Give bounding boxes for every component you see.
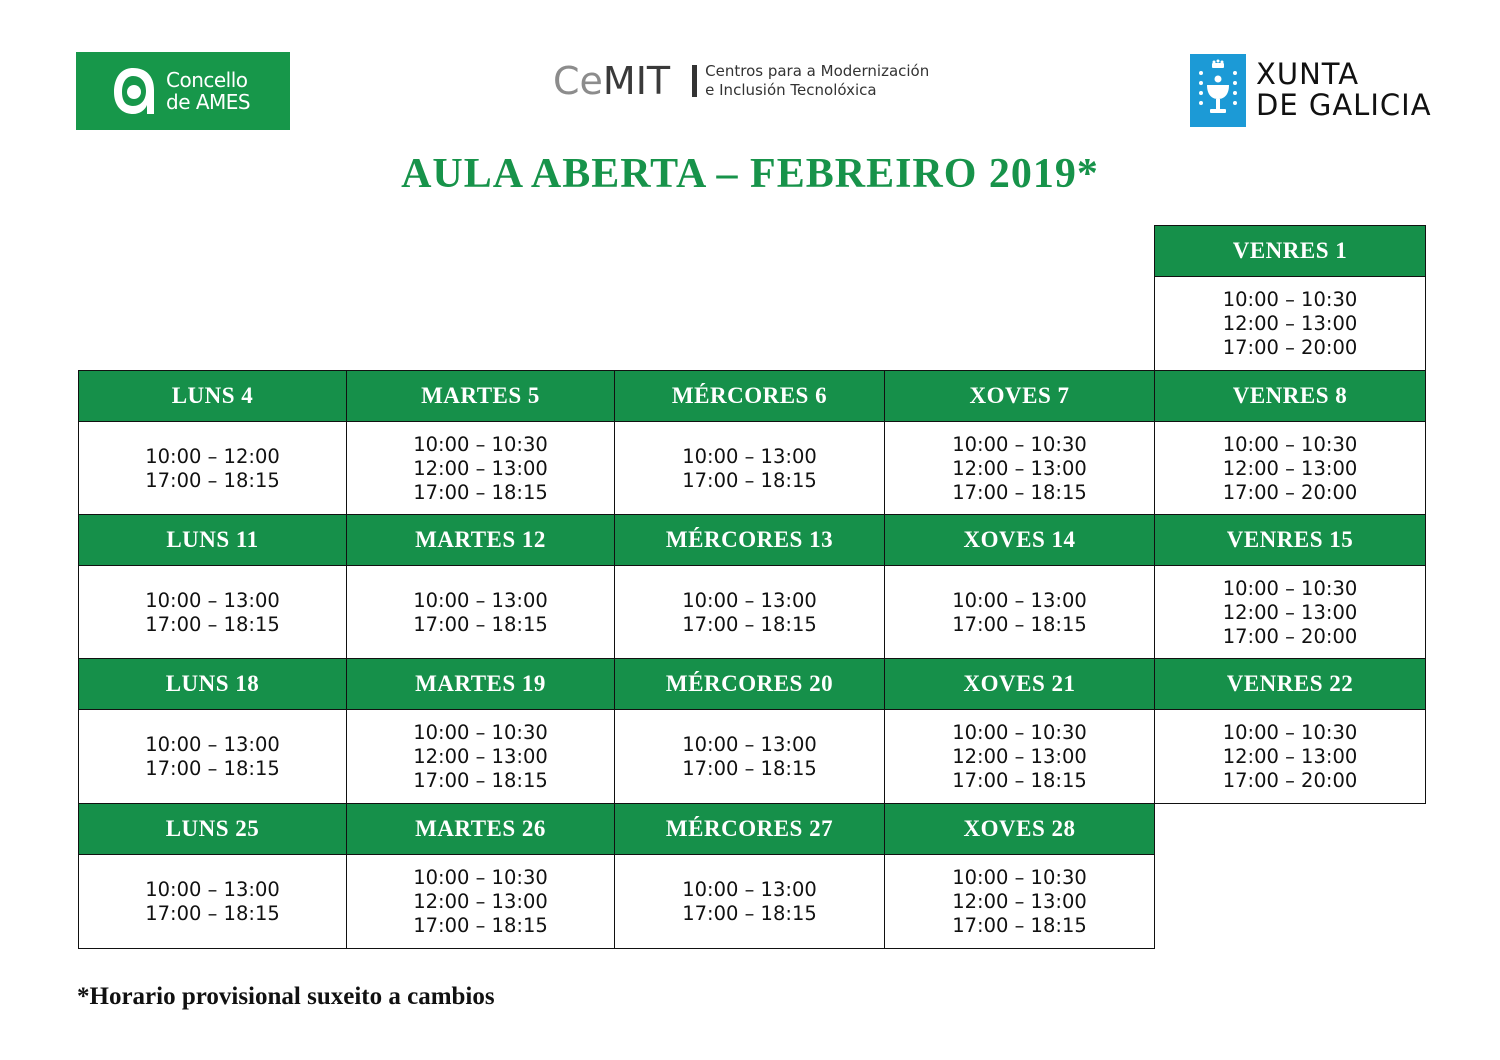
day-times bbox=[79, 566, 346, 659]
day-times bbox=[885, 710, 1154, 803]
ames-logo-line2: de AMES bbox=[166, 90, 251, 114]
day-cell bbox=[346, 803, 615, 949]
time-slot: 17:00 – 20:00 bbox=[1222, 335, 1358, 359]
day-cell bbox=[346, 370, 615, 516]
time-slot: 10:00 – 13:00 bbox=[413, 588, 548, 612]
day-cell bbox=[884, 803, 1155, 949]
day-times bbox=[1155, 422, 1425, 515]
day-cell bbox=[614, 803, 885, 949]
day-times bbox=[1155, 566, 1425, 659]
day-times bbox=[615, 710, 884, 803]
time-slot: 10:00 – 13:00 bbox=[952, 588, 1087, 612]
time-slot: 10:00 – 10:30 bbox=[413, 865, 548, 889]
day-header: MÉRCORES 20 bbox=[615, 659, 884, 710]
day-header: XOVES 28 bbox=[885, 804, 1154, 855]
time-slot: 10:00 – 10:30 bbox=[1222, 720, 1358, 744]
day-times bbox=[615, 422, 884, 515]
time-slot: 17:00 – 18:15 bbox=[682, 468, 817, 492]
day-cell bbox=[78, 803, 347, 949]
time-slot: 17:00 – 18:15 bbox=[413, 480, 548, 504]
time-slot: 10:00 – 13:00 bbox=[682, 444, 817, 468]
day-cell bbox=[1154, 658, 1426, 804]
time-slot: 17:00 – 18:15 bbox=[145, 756, 280, 780]
day-cell bbox=[78, 370, 347, 516]
day-times bbox=[347, 710, 614, 803]
time-slot: 10:00 – 13:00 bbox=[682, 588, 817, 612]
time-slot: 10:00 – 13:00 bbox=[145, 732, 280, 756]
day-times bbox=[1155, 710, 1425, 803]
day-cell bbox=[78, 514, 347, 660]
time-slot: 12:00 – 13:00 bbox=[413, 744, 548, 768]
day-header: XOVES 14 bbox=[885, 515, 1154, 566]
day-times bbox=[79, 710, 346, 803]
time-slot: 17:00 – 18:15 bbox=[952, 768, 1087, 792]
day-header: MARTES 19 bbox=[347, 659, 614, 710]
day-cell bbox=[1154, 370, 1426, 516]
cemit-tagline-line1: Centros para a Modernización bbox=[705, 62, 930, 80]
day-header: VENRES 1 bbox=[1155, 226, 1425, 277]
day-header: MÉRCORES 6 bbox=[615, 371, 884, 422]
time-slot: 17:00 – 18:15 bbox=[145, 901, 280, 925]
day-header: MÉRCORES 13 bbox=[615, 515, 884, 566]
day-times bbox=[885, 566, 1154, 659]
time-slot: 17:00 – 18:15 bbox=[413, 913, 548, 937]
day-header: XOVES 21 bbox=[885, 659, 1154, 710]
time-slot: 17:00 – 18:15 bbox=[145, 612, 280, 636]
time-slot: 10:00 – 13:00 bbox=[682, 732, 817, 756]
xunta-logo-line2: DE GALICIA bbox=[1256, 88, 1432, 122]
day-cell bbox=[346, 658, 615, 804]
day-header: VENRES 8 bbox=[1155, 371, 1425, 422]
day-times bbox=[79, 422, 346, 515]
day-header: MARTES 26 bbox=[347, 804, 614, 855]
cemit-logo bbox=[553, 56, 929, 106]
day-cell bbox=[1154, 514, 1426, 660]
day-header: VENRES 22 bbox=[1155, 659, 1425, 710]
day-cell bbox=[614, 514, 885, 660]
day-times bbox=[347, 855, 614, 948]
day-header: MÉRCORES 27 bbox=[615, 804, 884, 855]
time-slot: 17:00 – 18:15 bbox=[413, 612, 548, 636]
time-slot: 12:00 – 13:00 bbox=[952, 889, 1087, 913]
time-slot: 17:00 – 20:00 bbox=[1222, 624, 1358, 648]
day-header: LUNS 4 bbox=[79, 371, 346, 422]
time-slot: 17:00 – 20:00 bbox=[1222, 768, 1358, 792]
day-header: LUNS 25 bbox=[79, 804, 346, 855]
time-slot: 12:00 – 13:00 bbox=[1222, 744, 1358, 768]
day-times bbox=[347, 422, 614, 515]
day-times bbox=[885, 422, 1154, 515]
day-header: MARTES 12 bbox=[347, 515, 614, 566]
day-header: XOVES 7 bbox=[885, 371, 1154, 422]
time-slot: 10:00 – 10:30 bbox=[952, 720, 1087, 744]
day-header: LUNS 11 bbox=[79, 515, 346, 566]
time-slot: 10:00 – 12:00 bbox=[145, 444, 280, 468]
time-slot: 10:00 – 10:30 bbox=[1222, 287, 1358, 311]
day-times bbox=[347, 566, 614, 659]
time-slot: 17:00 – 18:15 bbox=[145, 468, 280, 492]
day-cell bbox=[1154, 225, 1426, 371]
time-slot: 10:00 – 10:30 bbox=[1222, 432, 1358, 456]
time-slot: 17:00 – 18:15 bbox=[952, 913, 1087, 937]
time-slot: 12:00 – 13:00 bbox=[952, 456, 1087, 480]
cemit-prefix: Ce bbox=[553, 59, 603, 103]
time-slot: 17:00 – 18:15 bbox=[682, 756, 817, 780]
time-slot: 10:00 – 10:30 bbox=[413, 432, 548, 456]
day-times bbox=[885, 855, 1154, 948]
time-slot: 17:00 – 18:15 bbox=[952, 480, 1087, 504]
day-header: LUNS 18 bbox=[79, 659, 346, 710]
day-cell bbox=[346, 514, 615, 660]
time-slot: 12:00 – 13:00 bbox=[952, 744, 1087, 768]
day-header: MARTES 5 bbox=[347, 371, 614, 422]
time-slot: 12:00 – 13:00 bbox=[1222, 456, 1358, 480]
day-cell bbox=[614, 370, 885, 516]
xunta-logo-line1: XUNTA bbox=[1256, 57, 1360, 91]
time-slot: 12:00 – 13:00 bbox=[413, 456, 548, 480]
day-cell bbox=[884, 658, 1155, 804]
time-slot: 10:00 – 10:30 bbox=[1222, 576, 1358, 600]
time-slot: 17:00 – 18:15 bbox=[682, 901, 817, 925]
cemit-suffix: MIT bbox=[602, 59, 671, 103]
day-cell bbox=[884, 514, 1155, 660]
time-slot: 10:00 – 10:30 bbox=[952, 865, 1087, 889]
day-times bbox=[615, 855, 884, 948]
day-times bbox=[615, 566, 884, 659]
xunta-galicia-logo bbox=[1190, 53, 1432, 127]
time-slot: 10:00 – 10:30 bbox=[413, 720, 548, 744]
ames-a-icon bbox=[110, 62, 156, 120]
xunta-crest-icon bbox=[1190, 54, 1246, 127]
ames-logo-line1: Concello bbox=[166, 68, 248, 92]
time-slot: 10:00 – 13:00 bbox=[145, 588, 280, 612]
cemit-divider bbox=[692, 65, 697, 97]
time-slot: 12:00 – 13:00 bbox=[413, 889, 548, 913]
cemit-tagline-line2: e Inclusión Tecnolóxica bbox=[705, 81, 877, 99]
time-slot: 10:00 – 13:00 bbox=[145, 877, 280, 901]
page-title: AULA ABERTA – FEBREIRO 2019* bbox=[401, 151, 1099, 197]
time-slot: 10:00 – 10:30 bbox=[952, 432, 1087, 456]
time-slot: 17:00 – 18:15 bbox=[413, 768, 548, 792]
cemit-wordmark bbox=[553, 59, 670, 103]
day-times bbox=[1155, 277, 1425, 370]
day-header: VENRES 15 bbox=[1155, 515, 1425, 566]
day-cell bbox=[884, 370, 1155, 516]
day-cell bbox=[614, 658, 885, 804]
time-slot: 17:00 – 18:15 bbox=[682, 612, 817, 636]
day-cell bbox=[78, 658, 347, 804]
day-times bbox=[79, 855, 346, 948]
footnote: *Horario provisional suxeito a cambios bbox=[77, 983, 495, 1010]
time-slot: 12:00 – 13:00 bbox=[1222, 600, 1358, 624]
time-slot: 10:00 – 13:00 bbox=[682, 877, 817, 901]
time-slot: 12:00 – 13:00 bbox=[1222, 311, 1358, 335]
time-slot: 17:00 – 20:00 bbox=[1222, 480, 1358, 504]
time-slot: 17:00 – 18:15 bbox=[952, 612, 1087, 636]
concello-ames-logo bbox=[76, 52, 290, 130]
